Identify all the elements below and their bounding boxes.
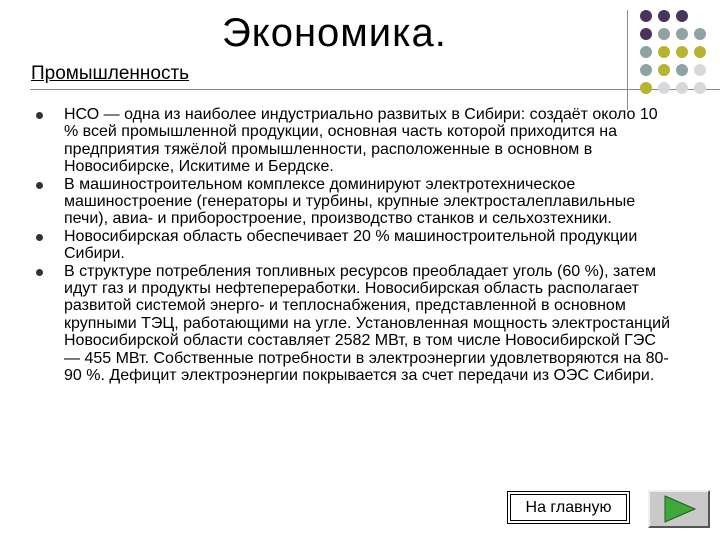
bullet-item — [36, 176, 676, 228]
bullet-item — [36, 106, 676, 176]
bullet-text: Новосибирская область обеспечивает 20 % машиностроительной продукции Сибири. — [64, 227, 638, 263]
bullet-icon — [36, 269, 43, 276]
bullet-text: НСО — одна из наиболее индустриально развитых в Сибири: создаёт около 10 % всей промышленной продукции, основная часть которой приходится на предприятия тяжёлой промышленности, расположенные в основном в Новосибирске, Искитиме и Бердске. — [64, 106, 658, 176]
decorative-dot — [676, 82, 688, 94]
next-slide-button[interactable] — [648, 490, 710, 528]
decorative-dot — [658, 28, 670, 40]
decorative-dot — [658, 64, 670, 76]
decorative-dot — [658, 46, 670, 58]
bullet-text: В машиностроительном комплексе доминируют электротехническое машиностроение (генераторы и турбины, крупные электросталеплавильные печи), авиа- и приборостроение, производство станков и сельхозтехники. — [64, 175, 636, 228]
decorative-dot — [676, 64, 688, 76]
decorative-dot — [658, 10, 670, 22]
decorative-dot — [676, 46, 688, 58]
decorative-dot — [694, 64, 706, 76]
home-button-label: На главную — [510, 494, 627, 521]
bullet-text: В структуре потребления топливных ресурсов преобладает уголь (60 %), затем идут газ и продукты нефтепереработки. Новосибирская область располагает развитой системой энерго- и теплоснабжения, представленной в основном крупными ТЭЦ, работающими на угле. Установленная мощность электростанций Новосибирской области составляет 2582 МВт, в том числе Новосибирской ГЭС — 455 МВт. Собственные потребности в электроэнергии удовлетворяются на 80-90 %. Дефицит электроэнергии покрывается за счет передачи из ОЭС Сибири. — [64, 262, 671, 385]
decorative-dot — [640, 46, 652, 58]
bullet-item — [36, 263, 676, 385]
decorative-dot — [640, 64, 652, 76]
decorative-dot — [640, 10, 652, 22]
decorative-dot — [640, 28, 652, 40]
slide-title: Экономика. — [222, 11, 447, 55]
decorative-dots — [640, 10, 720, 110]
horizontal-divider — [30, 89, 720, 90]
slide-subtitle: Промышленность — [31, 63, 190, 84]
vertical-divider — [627, 10, 628, 110]
bullet-list — [36, 106, 676, 385]
decorative-dot — [694, 46, 706, 58]
decorative-dot — [658, 82, 670, 94]
decorative-dot — [694, 28, 706, 40]
bullet-icon — [36, 182, 43, 189]
decorative-dot — [640, 82, 652, 94]
play-triangle-icon — [661, 494, 697, 524]
bullet-item — [36, 228, 676, 263]
decorative-dot — [676, 28, 688, 40]
decorative-dot — [676, 10, 688, 22]
bullet-icon — [36, 234, 43, 241]
home-button[interactable] — [507, 491, 630, 524]
bullet-icon — [36, 112, 43, 119]
decorative-dot — [694, 82, 706, 94]
